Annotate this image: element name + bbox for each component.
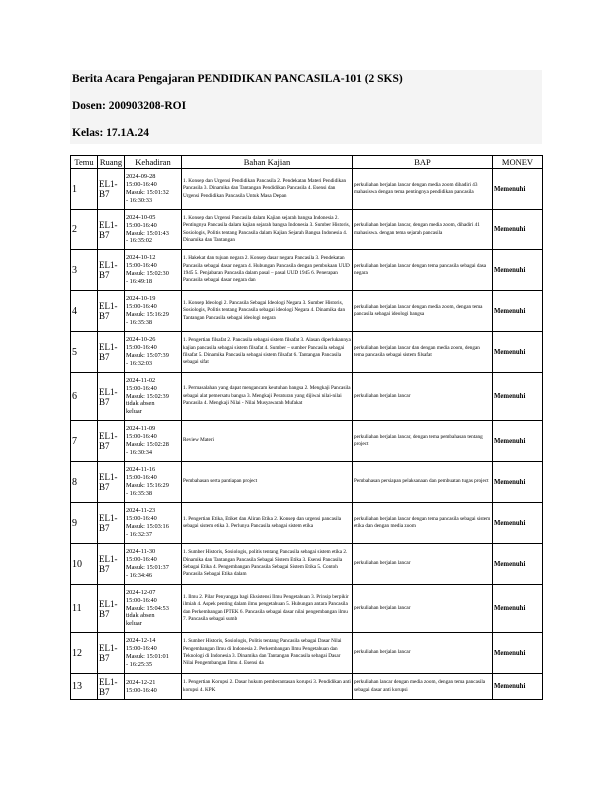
cell-kehadiran: 2024-11-16 15:00-16:40 Masuk: 15:16:29 - 16:35:38 bbox=[125, 462, 182, 503]
document-header bbox=[70, 70, 542, 144]
table-row bbox=[71, 250, 543, 291]
table-row bbox=[71, 633, 543, 674]
table-row bbox=[71, 462, 543, 503]
cell-monev: Memenuhi bbox=[493, 674, 543, 700]
cell-bap: Pembahasan persiapan pelaksanaan dan pembuatan tugas project bbox=[353, 462, 493, 503]
lecturer-line: Dosen: 200903208-ROI bbox=[72, 100, 187, 112]
cell-bap: perkuliahan berjalan lancar bbox=[353, 585, 493, 633]
cell-ruang: EL1-B7 bbox=[98, 291, 125, 332]
cell-bap: perkuliahan berjalan lancar dengan tema pancasila sebagai dasa negara bbox=[353, 250, 493, 291]
cell-kehadiran: 2024-09-28 15:00-16:40 Masuk: 15:01:32 - 16:30:33 bbox=[125, 169, 182, 210]
cell-bahan-kajian: 1. Pengertian filsafat 2. Pancasila sebagai sistem filsafat 3. Alasan diperlukannya kajian pancasila sebagai sistem filsafat 4. Sumber – sumber Pancasila sebagai filsafat 5. Dinamika Pancasila sebagai sistem filsafat 6. Tantangan Pancasila sebagai sifat bbox=[182, 332, 353, 373]
cell-monev: Memenuhi bbox=[493, 250, 543, 291]
cell-kehadiran: 2024-12-14 15:00-16:40 Masuk: 15:01:01 - 16:25:35 bbox=[125, 633, 182, 674]
cell-ruang: EL1-B7 bbox=[98, 250, 125, 291]
table-header-row bbox=[71, 156, 543, 169]
cell-temu: 10 bbox=[71, 544, 98, 585]
teaching-record-table bbox=[70, 155, 543, 700]
cell-kehadiran: 2024-11-09 15:00-16:40 Masuk: 15:02:28 - 16:30:34 bbox=[125, 421, 182, 462]
table-row bbox=[71, 503, 543, 544]
cell-kehadiran: 2024-11-30 15:00-16:40 Masuk: 15:01:37 - 16:34:46 bbox=[125, 544, 182, 585]
column-header-monev: MONEV bbox=[493, 156, 543, 169]
cell-temu: 2 bbox=[71, 210, 98, 250]
cell-kehadiran: 2024-12-07 15:00-16:40 Masuk: 15:04:53 tidak absen keluar bbox=[125, 585, 182, 633]
cell-bahan-kajian: 1. Konsep Ideologi 2. Pancasila Sebagai Ideologi Negara 3. Sumber Historis, Sosiologis, Politis tentang Pancasila sebagai ideologi Negara 4. Dinamika dan Tantangan Pancasila sebagai ideologi negara bbox=[182, 291, 353, 332]
cell-temu: 1 bbox=[71, 169, 98, 210]
cell-bahan-kajian: 1. Pengertian Korupsi 2. Dasar hukum pemberantasan korupsi 3. Pendidikan anti korupsi 4. KPK bbox=[182, 674, 353, 700]
cell-bahan-kajian: Review Materi bbox=[182, 421, 353, 462]
course-title: Berita Acara Pengajaran PENDIDIKAN PANCASILA-101 (2 SKS) bbox=[72, 73, 403, 85]
table-row bbox=[71, 373, 543, 421]
cell-ruang: EL1-B7 bbox=[98, 169, 125, 210]
cell-monev: Memenuhi bbox=[493, 291, 543, 332]
cell-temu: 12 bbox=[71, 633, 98, 674]
cell-ruang: EL1-B7 bbox=[98, 210, 125, 250]
table-row bbox=[71, 585, 543, 633]
cell-bap: perkuliahan berjalan lancar dengan tema pancasila sebagai sistem etika dan dengan media zoom bbox=[353, 503, 493, 544]
column-header-ruang: Ruang bbox=[98, 156, 125, 169]
cell-temu: 13 bbox=[71, 674, 98, 700]
cell-kehadiran: 2024-11-02 15:00-16:40 Masuk: 15:02:39 tidak absen keluar bbox=[125, 373, 182, 421]
cell-temu: 8 bbox=[71, 462, 98, 503]
cell-kehadiran: 2024-10-19 15:00-16:40 Masuk: 15:16:29 - 16:35:38 bbox=[125, 291, 182, 332]
cell-bap: perkuliahan berjalan lancar bbox=[353, 544, 493, 585]
cell-bahan-kajian: 1. Ilmu 2. Pilar Penyangga bagi Eksistensi Ilmu Pengetahuan 3. Prinsip berpikir ilmiah 4. Aspek penting dalam ilmu pengetahuan 5. Hubungan antara Pancasila dan Perkembangan IPTEK 6. Pancasila sebagai dasar nilai pengembangan ilmu 7. Pancasila sebagai sumb bbox=[182, 585, 353, 633]
table-row bbox=[71, 210, 543, 250]
cell-bap: perkuliahan berjalan lancar dengan media zoom, dengan tema pancasila sebagai ideologi bangsa bbox=[353, 291, 493, 332]
cell-monev: Memenuhi bbox=[493, 373, 543, 421]
cell-ruang: EL1-B7 bbox=[98, 503, 125, 544]
cell-bahan-kajian: 1. Konsep dan Urgensi Pendidikan Pancasila 2. Pendekatan Materi Pendidikan Pancasila 3. Dinamika dan Tantangan Pendidikan Pancasila 4. Esensi dan Urgensi Pendidikan Pancasila Untuk Masa Depan bbox=[182, 169, 353, 210]
cell-bap: perkuliahan berjalan lancar bbox=[353, 373, 493, 421]
cell-ruang: EL1-B7 bbox=[98, 674, 125, 700]
cell-bahan-kajian: 1. Permasalahan yang dapat mengancam keutuhan bangsa 2. Mengkaji Pancasila sebagai alat pemersatu bangsa 3. Mengkaji Peraturan yang dijiwai nilai-nilai Pancasila 4. Mengkaji Nilai - Nilai Musyawarah Mufakat bbox=[182, 373, 353, 421]
cell-kehadiran: 2024-10-05 15:00-16:40 Masuk: 15:01:43 - 16:35:02 bbox=[125, 210, 182, 250]
cell-bap: perkuliahan berjalan lancar dengan media zoom dihadiri 43 mahasiswa dengan tema pentingnya pendidikan pancasila bbox=[353, 169, 493, 210]
cell-bap: perkuliahan berjalan lancar dan dengan media zoom, dengan tema pancasila sebagai sistem filsafat bbox=[353, 332, 493, 373]
cell-bahan-kajian: 1. Hakekat dan tujuan negara 2. Konsep dasar negara Pancasila 3. Pendekatan Pancasila sebagai dasar negara 4. Hubungan Pancasila dengan pembukaan UUD 1945 5. Penjabaran Pancasila dalam pasal – pasal UUD 1945 6. Penerapan Pancasila sebagai dasar negara dan bbox=[182, 250, 353, 291]
cell-kehadiran: 2024-11-23 15:00-16:40 Masuk: 15:03:16 - 16:32:37 bbox=[125, 503, 182, 544]
cell-kehadiran: 2024-12-21 15:00-16:40 bbox=[125, 674, 182, 700]
column-header-bahan-kajian: Bahan Kajian bbox=[182, 156, 353, 169]
cell-bahan-kajian: 1. Sumber Historis, Sosiologis, Politis tentang Pancasila sebagai Dasar Nilai Pengembangan Ilmu di Indonesia 2. Perkembangan Ilmu Pengetahuan dan Teknologi di Indonesia 3. Dinamika dan Tantangan Pancasila sebagai Dasar Nilai Pengembangan Ilmu 4. Esensi da bbox=[182, 633, 353, 674]
cell-kehadiran: 2024-10-26 15:00-16:40 Masuk: 15:07:39 - 16:32:03 bbox=[125, 332, 182, 373]
column-header-bap: BAP bbox=[353, 156, 493, 169]
cell-monev: Memenuhi bbox=[493, 210, 543, 250]
class-line: Kelas: 17.1A.24 bbox=[72, 127, 149, 139]
cell-temu: 5 bbox=[71, 332, 98, 373]
column-header-kehadiran: Kehadiran bbox=[125, 156, 182, 169]
cell-bahan-kajian: 1. Sumber Historis, Sosiologis, politis tentang Pancasila sebagai sistem etika 2. Dinamika dan Tantangan Pancasila Sebagai Sistem Etika 3. Esensi Pancasila Sebagai Etika 4. Pengembangan Pancasila Sebagai Sistem Etika 5. Contoh Pancasila Sebagai Etika dalam bbox=[182, 544, 353, 585]
cell-monev: Memenuhi bbox=[493, 421, 543, 462]
cell-monev: Memenuhi bbox=[493, 544, 543, 585]
table-row bbox=[71, 674, 543, 700]
cell-ruang: EL1-B7 bbox=[98, 421, 125, 462]
cell-ruang: EL1-B7 bbox=[98, 462, 125, 503]
table-row bbox=[71, 169, 543, 210]
cell-ruang: EL1-B7 bbox=[98, 332, 125, 373]
cell-bap: perkuliahan berjalan lancar, dengan tema pembahasan tentang project bbox=[353, 421, 493, 462]
cell-monev: Memenuhi bbox=[493, 332, 543, 373]
cell-bahan-kajian: 1. Konsep dan Urgensi Pancasila dalam Kajian sejarah bangsa Indonesia 2. Pentingnya Pancasila dalam kajian sejarah bangsa Indonesia 3. Sumber Historis, Sosiologis, Politis tentang Pancasila dalam Kajian Sejarah Bangsa Indonesia 4. Dinamika dan Tantangan bbox=[182, 210, 353, 250]
cell-bap: perkuliahan berjalan lancar bbox=[353, 633, 493, 674]
cell-ruang: EL1-B7 bbox=[98, 633, 125, 674]
cell-kehadiran: 2024-10-12 15:00-16:40 Masuk: 15:02:30 - 16:49:18 bbox=[125, 250, 182, 291]
cell-monev: Memenuhi bbox=[493, 633, 543, 674]
cell-temu: 7 bbox=[71, 421, 98, 462]
cell-temu: 11 bbox=[71, 585, 98, 633]
table-row bbox=[71, 544, 543, 585]
cell-ruang: EL1-B7 bbox=[98, 585, 125, 633]
cell-bahan-kajian: Pembahasan serta pantiapan project bbox=[182, 462, 353, 503]
column-header-temu: Temu bbox=[71, 156, 98, 169]
cell-bahan-kajian: 1. Pengertian Etika, Etiket dan Aliran Etika 2. Konsep dan urgensi pancasila sebagai sistem etika 3. Perlunya Pancasila sebagai sistem etika bbox=[182, 503, 353, 544]
table-row bbox=[71, 291, 543, 332]
cell-bap: perkuliahan berjalan lancar, dengan media zoom, dihadiri 41 mahasiswa. dengan tema sejarah pancasila bbox=[353, 210, 493, 250]
table-row bbox=[71, 421, 543, 462]
cell-ruang: EL1-B7 bbox=[98, 544, 125, 585]
cell-monev: Memenuhi bbox=[493, 169, 543, 210]
table-row bbox=[71, 332, 543, 373]
cell-temu: 4 bbox=[71, 291, 98, 332]
cell-temu: 9 bbox=[71, 503, 98, 544]
cell-temu: 6 bbox=[71, 373, 98, 421]
cell-bap: perkuliahan lancar dengan media zoom, dengan tema pancasila sebagai dasar anti korupsi bbox=[353, 674, 493, 700]
cell-monev: Memenuhi bbox=[493, 585, 543, 633]
cell-monev: Memenuhi bbox=[493, 462, 543, 503]
cell-ruang: EL1-B7 bbox=[98, 373, 125, 421]
cell-temu: 3 bbox=[71, 250, 98, 291]
cell-monev: Memenuhi bbox=[493, 503, 543, 544]
